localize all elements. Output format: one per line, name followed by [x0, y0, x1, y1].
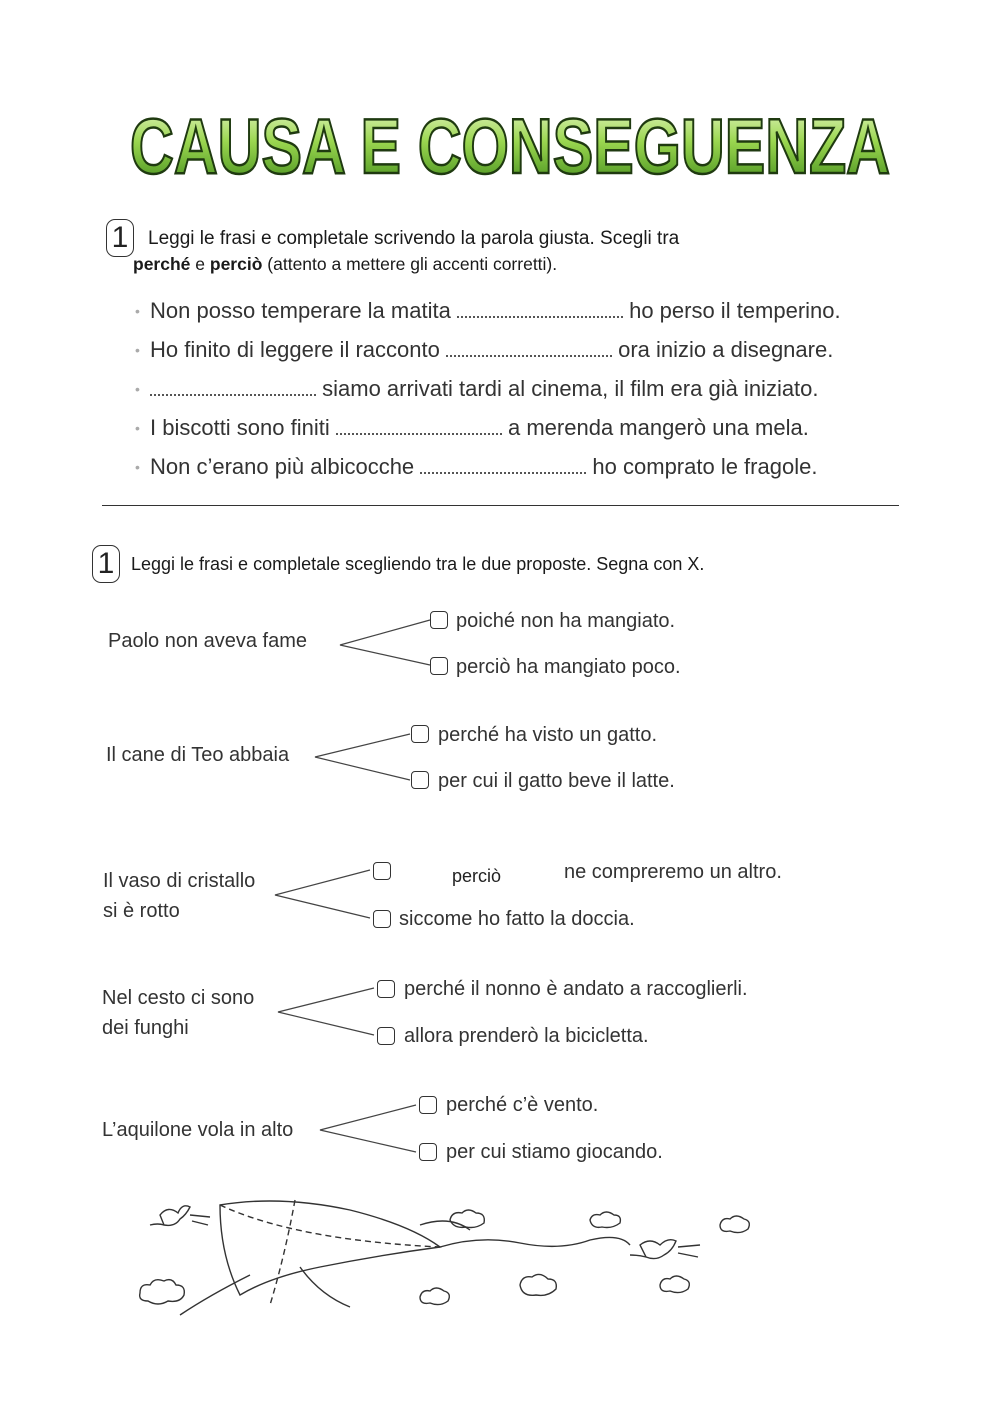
bullet-icon: •	[135, 459, 140, 475]
ex2-item3-option-1: ne compreremo un altro.	[564, 861, 782, 883]
cloud-icon	[420, 1288, 449, 1305]
ex2-item5-option-2: per cui stiamo giocando.	[446, 1141, 663, 1163]
cloud-icon	[720, 1216, 749, 1233]
ex2-item1-option-1: poiché non ha mangiato.	[456, 610, 676, 632]
exercise2-instruction: Leggi le frasi e completale scegliendo tra le due proposte. Segna con X.	[131, 554, 705, 574]
kite-shape	[220, 1201, 440, 1295]
kite-tail	[440, 1237, 630, 1247]
word-percio: perciò	[209, 254, 263, 274]
cloud-icon	[520, 1274, 556, 1295]
ex1-s2-before: Ho finito di leggere il racconto	[150, 337, 440, 362]
ex2-item3-option-2: siccome ho fatto la doccia.	[399, 908, 635, 930]
bird-icon-right	[630, 1240, 700, 1259]
bullet-icon: •	[135, 420, 140, 436]
word-perche: perché	[133, 254, 191, 274]
ex1-s4-before: I biscotti sono finiti	[150, 415, 330, 440]
ex2-item3-stem-line1: Il vaso di cristallo	[103, 870, 256, 892]
ex2-item4-option-2: allora prenderò la bicicletta.	[404, 1025, 649, 1047]
exercise2-number: 1	[92, 545, 120, 583]
ex1-s1-before: Non posso temperare la matita	[150, 298, 451, 323]
bird-icon-left	[150, 1206, 210, 1226]
instruction-rest: (attento a mettere gli accenti corretti).	[267, 254, 558, 274]
ex2-item4-checkbox-1[interactable]	[377, 980, 395, 998]
ex2-item1-stem: Paolo non aveva fame	[108, 630, 308, 652]
title-text: CAUSA E CONSEGUENZA	[130, 102, 890, 190]
ex2-item4-stem-line1: Nel cesto ci sono	[102, 987, 255, 1009]
ex2-item2-option-1: perché ha visto un gatto.	[438, 724, 658, 746]
exercise1-instruction-line1: Leggi le frasi e completale scrivendo la parola giusta. Scegli tra	[148, 228, 680, 249]
ex2-item2-checkbox-1[interactable]	[411, 725, 429, 743]
ex2-item2-checkbox-2[interactable]	[411, 771, 429, 789]
ex2-item5-checkbox-1[interactable]	[419, 1096, 437, 1114]
ex2-item2-option-2: per cui il gatto beve il latte.	[438, 770, 675, 792]
ex2-item2-stem: Il cane di Teo abbaia	[106, 744, 290, 766]
conj-e: e	[195, 254, 205, 274]
ex1-s3-after: siamo arrivati tardi al cinema, il film era già iniziato.	[322, 376, 819, 401]
cloud-icon	[660, 1276, 689, 1293]
ex2-item1-checkbox-2[interactable]	[430, 657, 448, 675]
ex2-item3-stem-line2: si è rotto	[103, 900, 180, 922]
ex2-item3-inserted-word: perciò	[452, 866, 502, 886]
cloud-icon	[140, 1280, 185, 1304]
ex1-s5-before: Non c’erano più albicocche	[150, 454, 415, 479]
bullet-icon: •	[135, 303, 140, 319]
ex1-s1-after: ho perso il temperino.	[629, 298, 841, 323]
cloud-icon	[590, 1212, 620, 1228]
ex2-item3-checkbox-1[interactable]	[373, 862, 391, 880]
ex2-item5-checkbox-2[interactable]	[419, 1143, 437, 1161]
ex1-s4-after: a merenda mangerò una mela.	[508, 415, 809, 440]
exercise1-number: 1	[106, 219, 134, 257]
ex1-s5-after: ho comprato le fragole.	[592, 454, 818, 479]
kite-illustration	[120, 1185, 760, 1325]
ex2-item5-stem: L’aquilone vola in alto	[102, 1119, 294, 1141]
ex2-item1-checkbox-1[interactable]	[430, 611, 448, 629]
bullet-icon: •	[135, 381, 140, 397]
cloud-icon	[450, 1210, 484, 1228]
ex2-item5-option-1: perché c’è vento.	[446, 1094, 599, 1116]
ex2-item4-option-1: perché il nonno è andato a raccoglierli.	[404, 978, 748, 1000]
ex2-item3-checkbox-2[interactable]	[373, 910, 391, 928]
ex2-item4-stem-line2: dei funghi	[102, 1017, 189, 1039]
bullet-icon: •	[135, 342, 140, 358]
ex1-s2-after: ora inizio a disegnare.	[618, 337, 834, 362]
ex2-item1-option-2: perciò ha mangiato poco.	[456, 656, 681, 678]
ex2-item4-checkbox-2[interactable]	[377, 1027, 395, 1045]
